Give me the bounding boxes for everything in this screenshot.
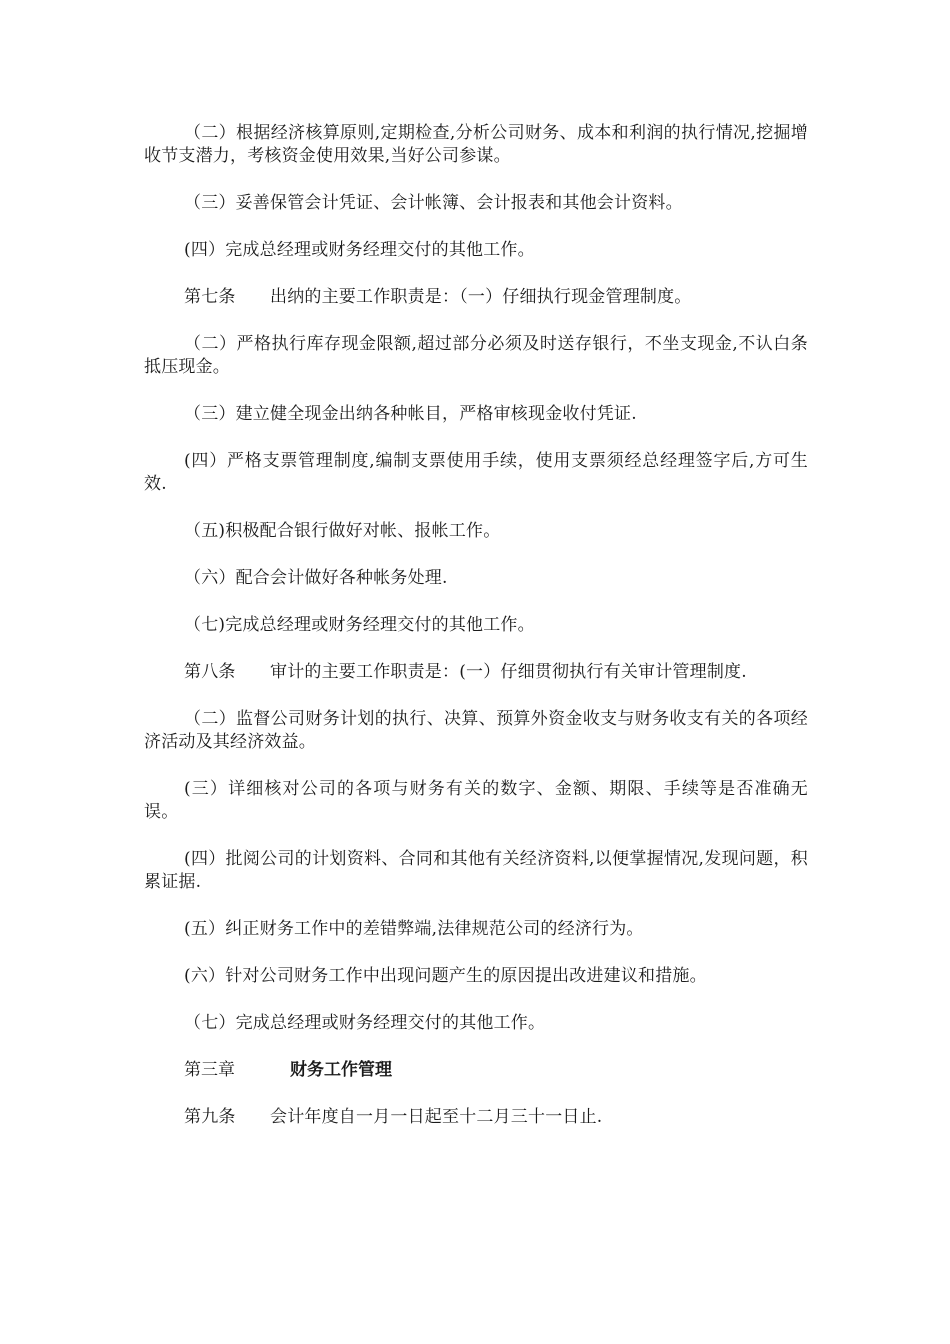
paragraph: （二）监督公司财务计划的执行、决算、预算外资金收支与财务收支有关的各项经济活动及其经济效益。: [144, 709, 808, 752]
paragraph: （三）妥善保管会计凭证、会计帐簿、会计报表和其他会计资料。: [184, 193, 683, 213]
paragraph: (六）针对公司财务工作中出现问题产生的原因提出改进建议和措施。: [184, 966, 707, 986]
paragraph: （三）建立健全现金出纳各种帐目，严格审核现金收付凭证.: [184, 404, 637, 424]
paragraph: (三）详细核对公司的各项与财务有关的数字、金额、期限、手续等是否准确无误。: [144, 779, 808, 822]
paragraph: （七)完成总经理或财务经理交付的其他工作。: [184, 615, 535, 635]
paragraph: （二）根据经济核算原则,定期检查,分析公司财务、成本和利润的执行情况,挖掘增收节支潜力，考核资金使用效果,当好公司参谋。: [144, 123, 808, 166]
paragraph: （二）严格执行库存现金限额,超过部分必须及时送存银行，不坐支现金,不认白条抵压现金。: [144, 334, 808, 377]
article-label: 第八条: [184, 662, 236, 682]
article-text: 会计年度自一月一日起至十二月三十一日止.: [270, 1107, 603, 1127]
article-text: 审计的主要工作职责是：(一）仔细贯彻执行有关审计管理制度.: [270, 662, 747, 682]
paragraph: （七）完成总经理或财务经理交付的其他工作。: [184, 1013, 546, 1033]
article-8: [144, 661, 808, 684]
chapter-title: 财务工作管理: [290, 1060, 392, 1080]
paragraph: (五）纠正财务工作中的差错弊端,法律规范公司的经济行为。: [184, 919, 644, 939]
paragraph: （六）配合会计做好各种帐务处理.: [184, 568, 448, 588]
document-page: [144, 122, 808, 1153]
article-label: 第七条: [184, 287, 236, 307]
article-7: [144, 286, 808, 309]
paragraph: （五)积极配合银行做好对帐、报帐工作。: [184, 521, 501, 541]
article-label: 第九条: [184, 1107, 236, 1127]
paragraph: (四）完成总经理或财务经理交付的其他工作。: [184, 240, 535, 260]
paragraph: (四）批阅公司的计划资料、合同和其他有关经济资料,以便掌握情况,发现问题，积累证据.: [144, 849, 808, 892]
article-9: [144, 1106, 808, 1129]
chapter-number: 第三章: [184, 1060, 235, 1080]
paragraph: (四）严格支票管理制度,编制支票使用手续，使用支票须经总经理签字后,方可生效.: [144, 451, 808, 494]
chapter-heading: [144, 1059, 808, 1082]
article-text: 出纳的主要工作职责是：（一）仔细执行现金管理制度。: [270, 287, 692, 307]
